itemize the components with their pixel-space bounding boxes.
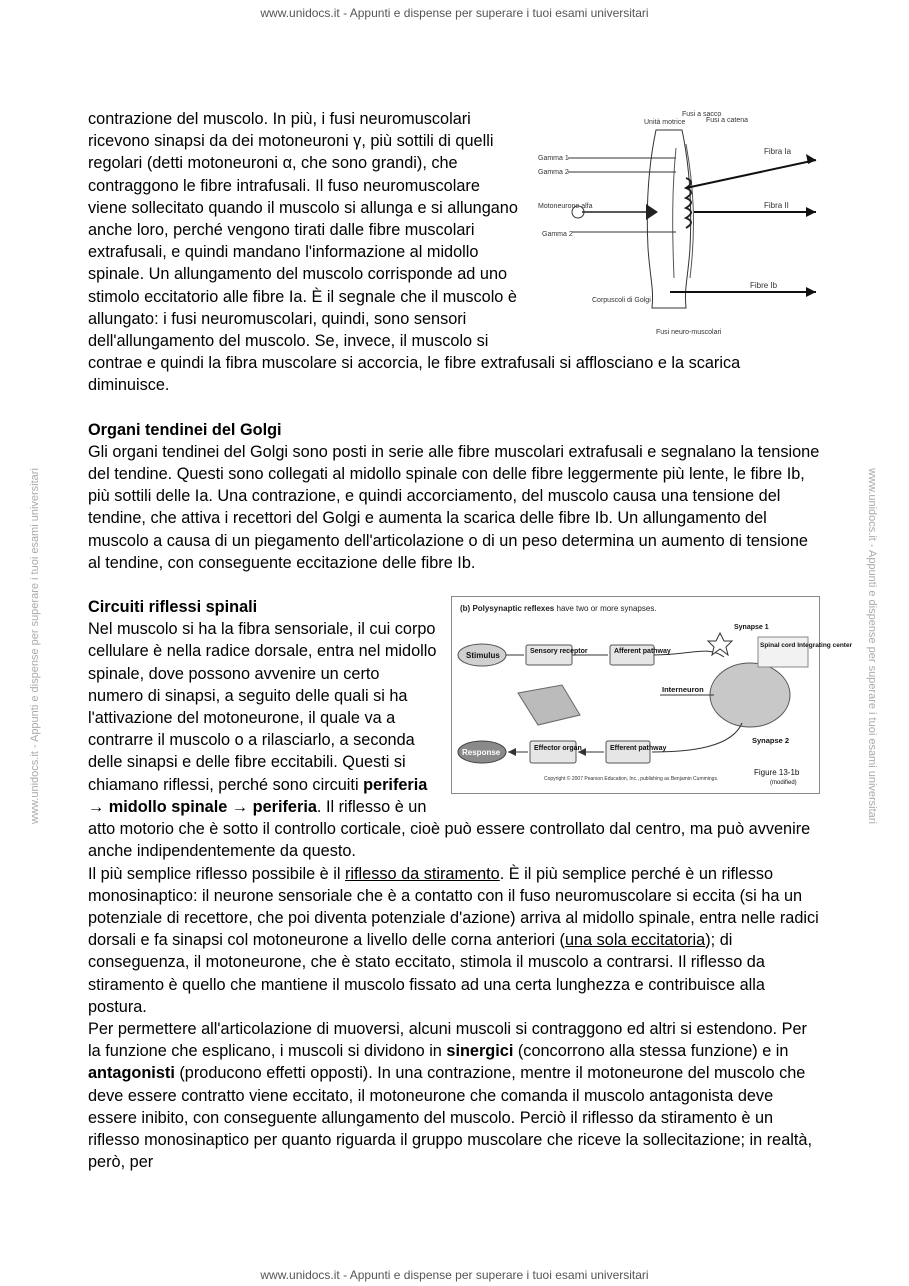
label-fibra-ii: Fibra II (764, 201, 789, 210)
label-gamma-1: Gamma 1 (538, 155, 569, 162)
fig2-synapse1: Synapse 1 (734, 624, 769, 632)
figure-neuromuscular-spindle (536, 108, 820, 342)
label-motoneurone-alfa: Motoneurone alfa (538, 203, 593, 210)
heading-circuiti-riflessi: Circuiti riflessi spinali (88, 598, 258, 617)
heading-organi-tendinei: Organi tendinei del Golgi (88, 420, 282, 439)
paragraph-4 (88, 863, 820, 1018)
label-fibre-ib: Fibre Ib (750, 281, 778, 290)
fig2-synapse2: Synapse 2 (752, 736, 790, 746)
fig2-title-bold: (b) Polysynaptic reflexes (460, 604, 555, 614)
svg-text:(b) Polysynaptic reflexes have (460, 604, 657, 613)
p3-text-a: Nel muscolo si ha la fibra sensoriale, il cui corpo cellulare è nella radice dorsale, entra nel midollo spinale, dove possono avvenire un certo numero di sinapsi, a seguito delle quali si ha l'attivazione del motoneurone, il quale va a contrarre il muscolo o a rilasciarlo, a seconda delle sinapsi e delle fibre eccitabili. Questi si chiamano riflessi, perché sono circuiti (88, 620, 437, 794)
side-watermark-right: www.unidocs.it - Appunti e dispense per superare i tuoi esami universitari (866, 468, 878, 824)
side-watermark-left: www.unidocs.it - Appunti e dispense per superare i tuoi esami universitari (29, 468, 41, 824)
paragraph-1: contrazione del muscolo. In più, i fusi neuromuscolari ricevono sinapsi da dei motoneuroni γ, più sottili di quelli regolari (detti motoneuroni α, che sono grandi), che contraggono le fibre intrafusali. Il fuso neuromuscolare viene sollecitato quando il muscolo si allunga e si allungano anche loro, perché vengono tirati dalle fibre muscolari extrafusali, e quindi mandano l'informazione al midollo spinale. Un allungamento del muscolo corrisponde ad uno stimolo eccitatorio alle fibre Ia. È il segnale che il muscolo è allungato: i fusi neuromuscolari, quindi, sono sensori dell'allungamento del muscolo. Se, invece, il muscolo si contrae e quindi la fibra muscolare si accorcia, le fibre extrafusali si afflosciano e la scarica diminuisce. (88, 110, 741, 395)
p4-underline-riflesso: riflesso da stiramento (345, 864, 500, 883)
label-gamma-2b: Gamma 2 (542, 231, 573, 238)
p4-text-a: Il più semplice riflesso possibile è il (88, 864, 345, 883)
document-body (88, 108, 853, 1173)
paragraph-2: Gli organi tendinei del Golgi sono posti in serie alle fibre muscolari extrafusali e segnalano la tensione del tendine. Questi sono collegati al midollo spinale con delle fibre leggermente più lente, le fibre Ib, più sottili delle Ia. Una contrazione, e quindi accorciamento, del muscolo causa una tensione del tendine, che attiva i recettori del Golgi e aumenta la scarica delle fibre Ib. Un allungamento del muscolo a causa di un piegamento dell'articolazione o di un peso determina un aumento di tensione al tendine, con conseguente eccitazione delle fibre Ib. (88, 442, 820, 572)
p5-bold-sinergici: sinergici (446, 1042, 514, 1061)
p5-text-a: Per permettere all'articolazione di muoversi, alcuni muscoli si contraggono ed altri si estendono. Per la funzione che esplicano, i muscoli si dividono in (88, 1019, 807, 1061)
fig2-title-rest: have two or more synapses. (554, 604, 657, 614)
fig2-sensory: Sensory receptor (530, 648, 588, 656)
label-fusi-a-sacco: Fusi a sacco (682, 111, 722, 118)
p5-text-c: (concorrono alla stessa funzione) e in (513, 1042, 789, 1061)
page-footer: www.unidocs.it - Appunti e dispense per superare i tuoi esami universitari (260, 1268, 649, 1282)
page-header: www.unidocs.it - Appunti e dispense per superare i tuoi esami universitari (260, 6, 649, 20)
spindle-diagram (536, 108, 820, 342)
p5-bold-antagonisti: antagonisti (88, 1064, 175, 1083)
fig1-caption: Fusi neuro-muscolari (656, 329, 722, 336)
fig2-effector: Effector organ (534, 745, 582, 753)
label-unita-motrice: Unità motrice (644, 119, 686, 126)
label-fibra-ia: Fibra Ia (764, 147, 792, 156)
p3-bold-pathway: periferia → midollo spinale → periferia (88, 775, 428, 816)
fig2-afferent: Afferent pathway (614, 648, 671, 656)
p3-text-c: . Il riflesso è un atto motorio che è sotto il controllo corticale, cioè può essere controllato dal centro, ma può avvenire anche indipendentemente da questo. (88, 797, 811, 861)
fig2-modified: (modified) (770, 780, 797, 787)
fig2-efferent: Efferent pathway (610, 745, 667, 753)
fig2-copyright: Copyright © 2007 Pearson Education, Inc., publishing as Benjamin Cummings. (544, 776, 719, 783)
fig2-response: Response (462, 748, 501, 758)
p4-underline-eccitatoria: una sola eccitatoria (564, 931, 706, 950)
label-gamma-2a: Gamma 2 (538, 169, 569, 176)
label-fusi-a-catena: Fusi a catena (706, 117, 749, 124)
p4-text-c: . È il più semplice perché è un riflesso monosinaptico: il neurone sensoriale che è a contatto con il fuso neuromuscolare si eccita (si ha un potenziale di recettore, che poi diventa potenziale d'azione) arriva al midollo spinale, entra nelle radici dorsali e fa sinapsi col motoneurone a livello delle corna anteriori ( (88, 864, 819, 950)
label-corpuscoli-golgi: Corpuscoli di Golgi (592, 297, 651, 304)
fig2-figure-number: Figure 13-1b (754, 768, 800, 778)
paragraph-5 (88, 1018, 820, 1173)
reflex-diagram (452, 597, 853, 793)
fig2-stimulus: Stimulus (466, 651, 500, 661)
p5-text-e: (producono effetti opposti). In una contrazione, mentre il motoneurone del muscolo che deve essere contratto viene eccitato, il motoneurone che comanda il muscolo antagonista deve essere inibito, con conseguente allungamento del muscolo. Perciò il riflesso da stiramento è un riflesso monosinaptico per quanto riguarda il gruppo muscolare che riceve la sollecitazione; in realtà, però, per (88, 1064, 812, 1172)
p4-text-e: ); di conseguenza, il motoneurone, che è stato eccitato, stimola il muscolo a contrarsi. Il riflesso da stiramento è quello che mantiene il muscolo fissato ad una certa lunghezza e contribuisce alla postura. (88, 931, 765, 1016)
fig2-interneuron: Interneuron (662, 685, 704, 695)
fig2-spinal: Spinal cord Integrating center (760, 642, 853, 650)
figure-polysynaptic-reflexes (451, 596, 853, 794)
